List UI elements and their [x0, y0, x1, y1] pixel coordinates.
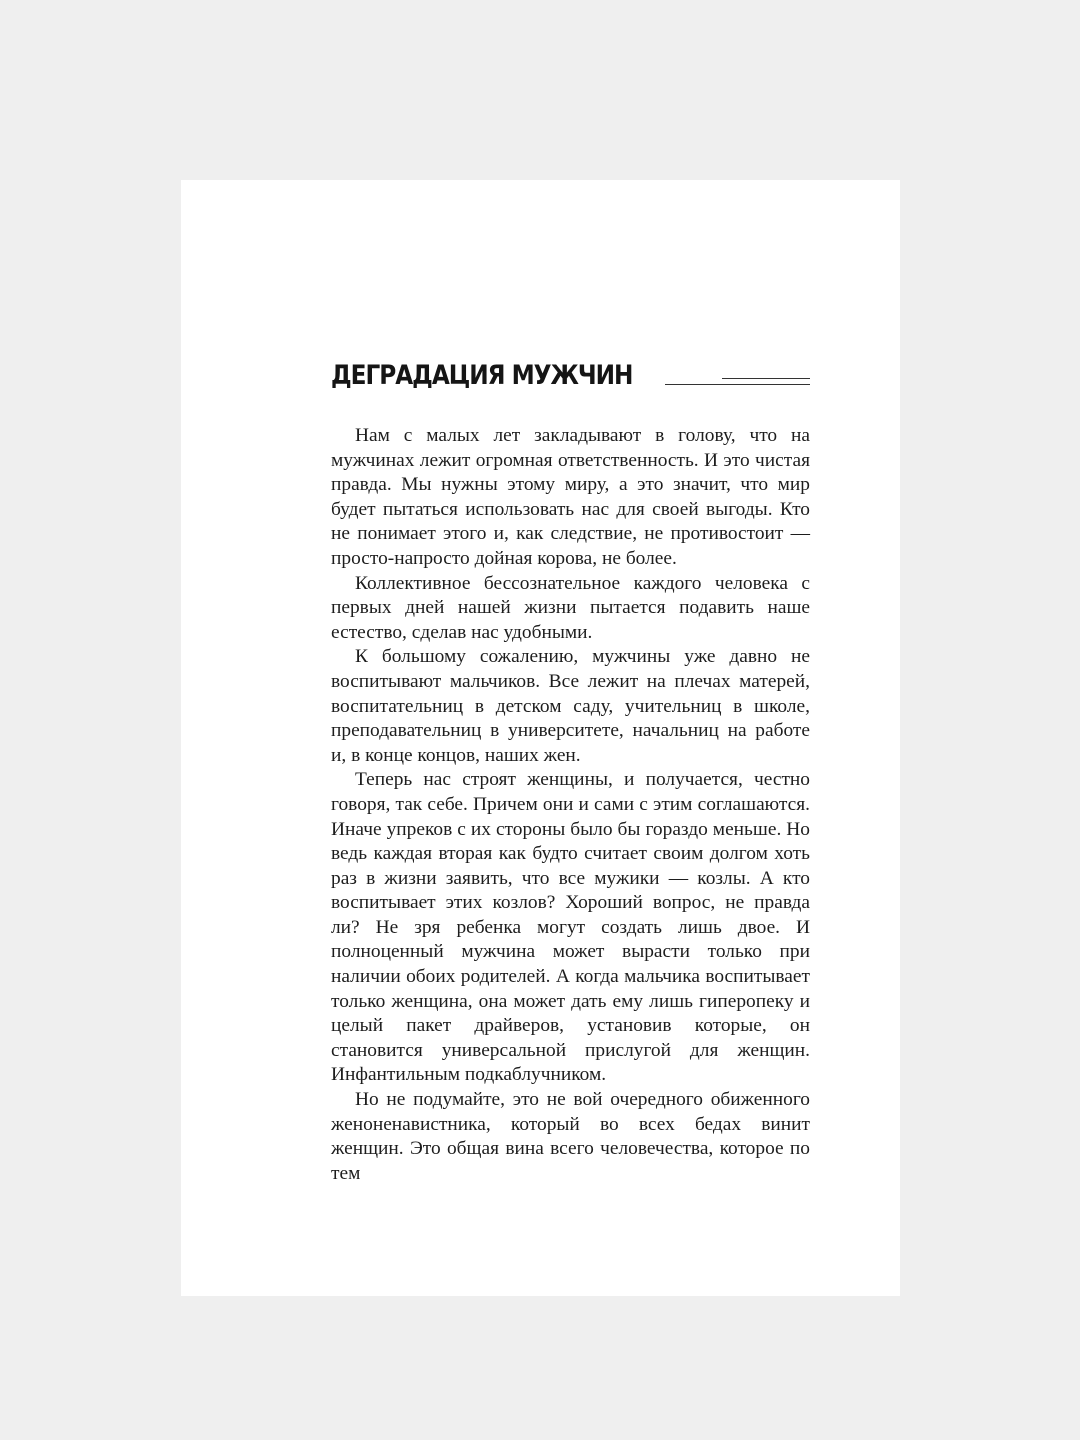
- title-rule-long: [665, 384, 810, 385]
- chapter-heading: [331, 352, 810, 402]
- paragraph: Теперь нас строят женщины, и получается, честно говоря, так себе. Причем они и сами с этим соглашаются. Иначе упреков с их стороны было бы гораздо меньше. Но ведь каждая вторая как будто считает своим долгом хоть раз в жизни заявить, что все мужики — козлы. А кто воспитывает этих козлов? Хороший вопрос, не правда ли? Не зря ребенка могут создать лишь двое. И полноценный мужчина может вырасти только при наличии обоих родителей. А когда мальчика воспитывает только женщина, она может дать ему лишь гиперопеку и целый пакет драйверов, установив которые, он становится универсальной прислугой для женщин. Инфантильным подкаблучником.: [331, 769, 810, 1086]
- paragraph: К большому сожалению, мужчины уже давно не воспитывают мальчиков. Все лежит на плечах матерей, воспитательниц в детском саду, учительниц в школе, преподавательниц в университете, начальниц на работе и, в конце концов, наших жен.: [331, 646, 810, 766]
- paragraph: Коллективное бессознательное каждого человека с первых дней нашей жизни пытается подавить наше естество, сделав нас удобными.: [331, 572, 810, 643]
- page-content: [331, 352, 810, 1186]
- book-page: [181, 180, 900, 1296]
- chapter-title: ДЕГРАДАЦИЯ МУЖЧИН: [331, 360, 633, 391]
- paragraph: Нам с малых лет закладывают в голову, что на мужчинах лежит огромная ответственность. И это чистая правда. Мы нужны этому миру, а это значит, что мир будет пытаться использовать нас для своей выгоды. Кто не понимает этого и, как следствие, не противостоит — просто-напросто дойная корова, не более.: [331, 425, 810, 569]
- chapter-body: [331, 424, 810, 1186]
- paragraph: Но не подумайте, это не вой очередного обиженного женоненавистника, который во всех бедах винит женщин. Это общая вина всего человечества, которое по тем: [331, 1089, 810, 1184]
- title-rule-short: [722, 378, 810, 379]
